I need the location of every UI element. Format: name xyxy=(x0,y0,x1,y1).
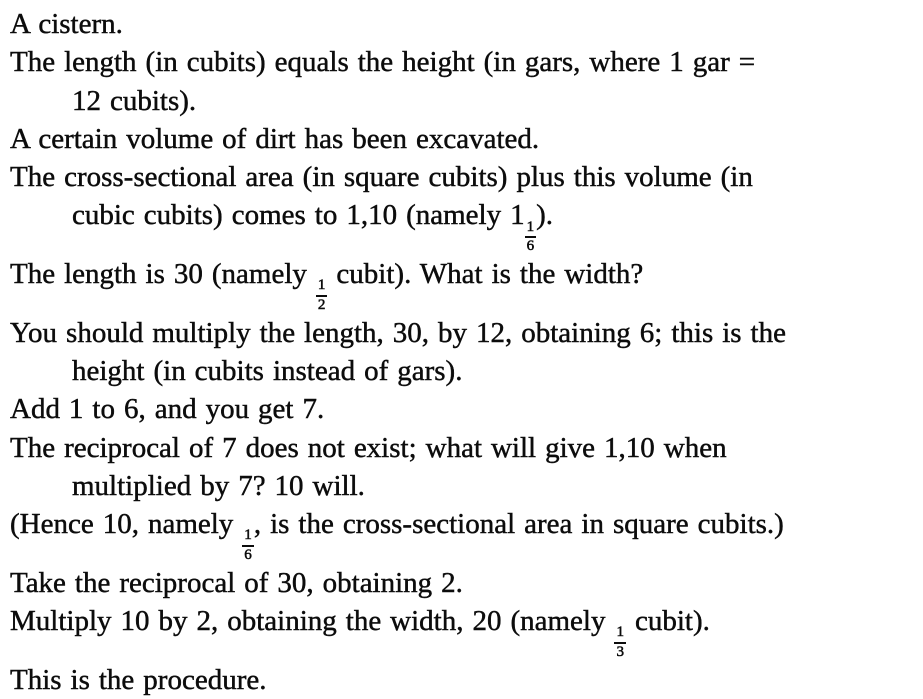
text-run: The length (in cubits) equals the height (in gars, where 1 gar = xyxy=(10,46,756,79)
text-run: The length is 30 (namely xyxy=(10,258,316,291)
text-line xyxy=(10,43,917,81)
text-run: (Hence 10, namely xyxy=(10,508,243,541)
text-run: A certain volume of dirt has been excavated. xyxy=(10,122,540,155)
text-line xyxy=(10,120,917,158)
fraction-numerator: 1 xyxy=(316,278,328,297)
text-line xyxy=(10,429,917,467)
text-line xyxy=(10,5,917,43)
text-line xyxy=(10,196,917,255)
fraction-denominator: 6 xyxy=(244,547,252,564)
text-run: This is the procedure. xyxy=(10,664,267,697)
text-run: 12 cubits). xyxy=(72,84,197,117)
text-line xyxy=(10,255,917,314)
text-run: The cross-sectional area (in square cubits) plus this volume (in xyxy=(10,161,753,194)
text-line xyxy=(10,390,917,428)
text-run: You should multiply the length, 30, by 12, obtaining 6; this is the xyxy=(10,316,786,349)
text-run: cubic cubits) comes to 1,10 (namely 1 xyxy=(72,199,525,232)
text-run: Multiply 10 by 2, obtaining the width, 20 (namely xyxy=(10,605,615,638)
text-run: height (in cubits instead of gars). xyxy=(72,355,463,388)
text-run: Take the reciprocal of 30, obtaining 2. xyxy=(10,567,463,600)
fraction-numerator: 1 xyxy=(614,625,626,644)
fraction-denominator: 3 xyxy=(616,644,625,661)
fraction-denominator: 6 xyxy=(526,238,535,255)
fraction-denominator: 2 xyxy=(317,297,326,314)
fraction-numerator: 1 xyxy=(242,528,254,547)
text-line xyxy=(10,661,917,699)
text-line xyxy=(10,602,917,661)
text-run: multiplied by 7? 10 will. xyxy=(72,470,365,503)
stacked-fraction xyxy=(525,220,537,256)
text-line xyxy=(10,352,917,390)
fraction-numerator: 1 xyxy=(525,220,537,239)
text-line xyxy=(10,82,917,120)
text-run: , is the cross-sectional area in square cubits.) xyxy=(253,508,784,541)
text-run: Add 1 to 6, and you get 7. xyxy=(10,393,325,426)
text-run: The reciprocal of 7 does not exist; what will give 1,10 when xyxy=(10,431,727,464)
text-line xyxy=(10,314,917,352)
text-line xyxy=(10,158,917,196)
text-run: ). xyxy=(536,199,554,232)
stacked-fraction xyxy=(316,278,328,314)
stacked-fraction xyxy=(242,528,254,564)
text-line xyxy=(10,505,917,564)
text-run: cubit). xyxy=(626,605,710,638)
text-run: A cistern. xyxy=(10,8,123,40)
text-run: cubit). What is the width? xyxy=(327,258,644,291)
text-line xyxy=(10,564,917,602)
text-line xyxy=(10,467,917,505)
stacked-fraction xyxy=(614,625,626,661)
